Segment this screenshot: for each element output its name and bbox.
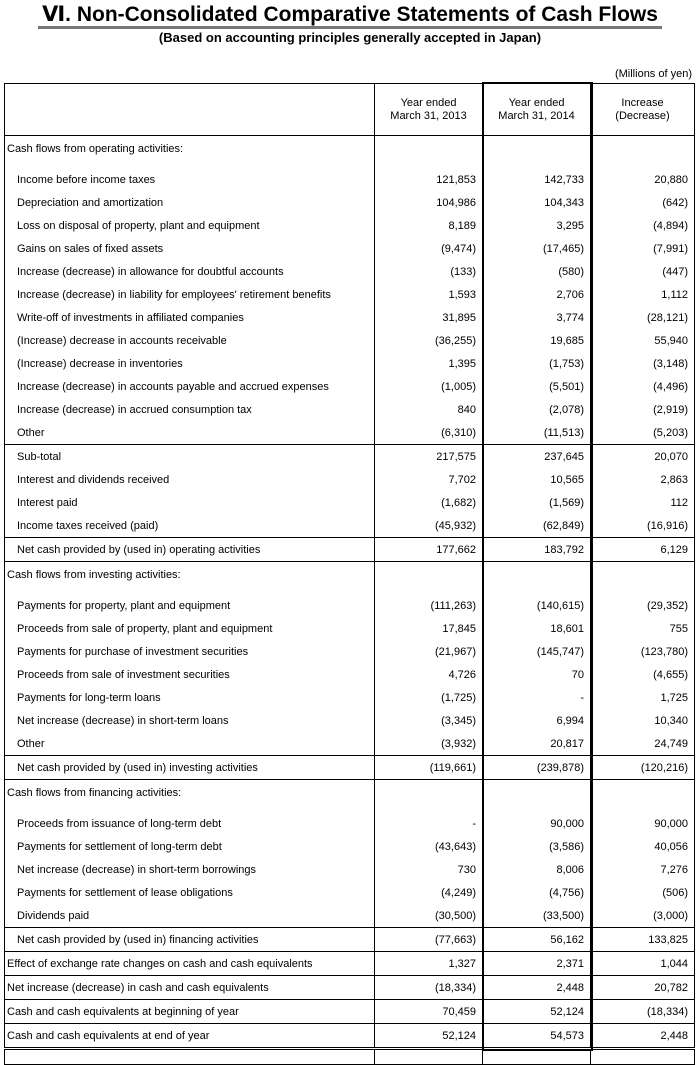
table-row xyxy=(5,858,695,881)
value-fy2013: (45,932) xyxy=(375,514,483,538)
value-fy2014: (11,513) xyxy=(483,421,591,445)
value-fy2014: 20,817 xyxy=(483,732,591,756)
table-row xyxy=(5,468,695,491)
row-label: Proceeds from sale of investment securities xyxy=(5,663,375,686)
value-fy2014: 6,994 xyxy=(483,709,591,732)
table-row xyxy=(5,538,695,562)
value-fy2014: (140,615) xyxy=(483,594,591,617)
row-label: Write-off of investments in affiliated companies xyxy=(5,306,375,329)
value-fy2013: 121,853 xyxy=(375,168,483,191)
row-label: Net cash provided by (used in) investing activities xyxy=(5,756,375,780)
units-label: (Millions of yen) xyxy=(614,68,692,80)
value-change: (642) xyxy=(591,191,695,214)
value-change: (123,780) xyxy=(591,640,695,663)
header-blank xyxy=(5,84,375,136)
value-fy2013: (133) xyxy=(375,260,483,283)
value-fy2014: 104,343 xyxy=(483,191,591,214)
row-label: Cash and cash equivalents at beginning of year xyxy=(5,1000,375,1024)
row-label: (Increase) decrease in accounts receivable xyxy=(5,329,375,352)
value-change: (4,496) xyxy=(591,375,695,398)
value-change: 133,825 xyxy=(591,928,695,952)
row-label: Income taxes received (paid) xyxy=(5,514,375,538)
table-row xyxy=(5,421,695,445)
row-label: Payments for property, plant and equipment xyxy=(5,594,375,617)
table-row xyxy=(5,306,695,329)
value-change: (7,991) xyxy=(591,237,695,260)
row-label: Increase (decrease) in liability for employees' retirement benefits xyxy=(5,283,375,306)
header-row xyxy=(5,84,695,136)
value-change: (16,916) xyxy=(591,514,695,538)
value-fy2014: 142,733 xyxy=(483,168,591,191)
table-row xyxy=(5,686,695,709)
table-row xyxy=(5,329,695,352)
value-fy2013: 17,845 xyxy=(375,617,483,640)
value-change: (29,352) xyxy=(591,594,695,617)
header-increase: Increase (Decrease) xyxy=(591,84,695,136)
value-fy2014: 8,006 xyxy=(483,858,591,881)
table-row xyxy=(5,640,695,663)
value-change: 40,056 xyxy=(591,835,695,858)
value-change: 90,000 xyxy=(591,812,695,835)
value-change: 55,940 xyxy=(591,329,695,352)
table-row xyxy=(5,617,695,640)
value-fy2013: (4,249) xyxy=(375,881,483,904)
row-label: Income before income taxes xyxy=(5,168,375,191)
table-row xyxy=(5,168,695,191)
value-fy2014: 19,685 xyxy=(483,329,591,352)
row-label: Payments for settlement of long-term debt xyxy=(5,835,375,858)
table-row xyxy=(5,928,695,952)
value-fy2013: 52,124 xyxy=(375,1024,483,1049)
value-fy2014: 18,601 xyxy=(483,617,591,640)
value-change: (120,216) xyxy=(591,756,695,780)
row-label: Net increase (decrease) in short-term borrowings xyxy=(5,858,375,881)
row-label: Depreciation and amortization xyxy=(5,191,375,214)
value-fy2014: 3,774 xyxy=(483,306,591,329)
table-row xyxy=(5,594,695,617)
value-change: 7,276 xyxy=(591,858,695,881)
value-fy2013: (21,967) xyxy=(375,640,483,663)
value-fy2013: (30,500) xyxy=(375,904,483,928)
value-fy2013: (43,643) xyxy=(375,835,483,858)
value-fy2013: (3,345) xyxy=(375,709,483,732)
row-label: Cash and cash equivalents at end of year xyxy=(5,1024,375,1049)
table-row xyxy=(5,491,695,514)
table-row xyxy=(5,283,695,306)
value-change: (4,894) xyxy=(591,214,695,237)
value-fy2013: (119,661) xyxy=(375,756,483,780)
table-row xyxy=(5,881,695,904)
value-change: (3,000) xyxy=(591,904,695,928)
value-fy2013: (111,263) xyxy=(375,594,483,617)
value-fy2013: (3,932) xyxy=(375,732,483,756)
section-header-investing xyxy=(5,562,695,589)
table-row xyxy=(5,904,695,928)
value-fy2013: 70,459 xyxy=(375,1000,483,1024)
value-fy2014: (5,501) xyxy=(483,375,591,398)
value-change: 10,340 xyxy=(591,709,695,732)
value-fy2013: 177,662 xyxy=(375,538,483,562)
table-row xyxy=(5,260,695,283)
value-fy2013: (1,725) xyxy=(375,686,483,709)
value-change: 112 xyxy=(591,491,695,514)
value-change: 2,863 xyxy=(591,468,695,491)
row-label: Loss on disposal of property, plant and equipment xyxy=(5,214,375,237)
value-fy2013: 31,895 xyxy=(375,306,483,329)
value-change: (447) xyxy=(591,260,695,283)
row-label: Gains on sales of fixed assets xyxy=(5,237,375,260)
value-fy2014: 54,573 xyxy=(483,1024,591,1049)
value-fy2014: (1,753) xyxy=(483,352,591,375)
value-fy2014: 3,295 xyxy=(483,214,591,237)
value-change: (5,203) xyxy=(591,421,695,445)
value-fy2013: 7,702 xyxy=(375,468,483,491)
row-label: Net increase (decrease) in cash and cash equivalents xyxy=(5,976,375,1000)
value-change: 1,044 xyxy=(591,952,695,976)
page-title: Ⅵ. Non-Consolidated Comparative Statements of Cash Flows xyxy=(0,2,700,27)
value-fy2014: 70 xyxy=(483,663,591,686)
row-label: Payments for settlement of lease obligations xyxy=(5,881,375,904)
value-change: 24,749 xyxy=(591,732,695,756)
value-change: (18,334) xyxy=(591,1000,695,1024)
table-row xyxy=(5,976,695,1000)
value-fy2014: (4,756) xyxy=(483,881,591,904)
row-label: (Increase) decrease in inventories xyxy=(5,352,375,375)
value-fy2013: 1,327 xyxy=(375,952,483,976)
value-fy2013: 217,575 xyxy=(375,445,483,469)
value-fy2013: 840 xyxy=(375,398,483,421)
row-label: Dividends paid xyxy=(5,904,375,928)
section-label: Cash flows from financing activities: xyxy=(5,780,375,807)
value-fy2013: (77,663) xyxy=(375,928,483,952)
value-fy2014: 2,448 xyxy=(483,976,591,1000)
row-label: Proceeds from issuance of long-term debt xyxy=(5,812,375,835)
value-fy2013: (1,682) xyxy=(375,491,483,514)
value-fy2014: 2,371 xyxy=(483,952,591,976)
value-fy2014: - xyxy=(483,686,591,709)
row-label: Increase (decrease) in accrued consumption tax xyxy=(5,398,375,421)
value-fy2014: 52,124 xyxy=(483,1000,591,1024)
section-header-operating xyxy=(5,136,695,163)
table-row xyxy=(5,445,695,469)
row-label: Effect of exchange rate changes on cash and cash equivalents xyxy=(5,952,375,976)
row-label: Proceeds from sale of property, plant and equipment xyxy=(5,617,375,640)
table-row xyxy=(5,191,695,214)
value-fy2013: 4,726 xyxy=(375,663,483,686)
row-label: Increase (decrease) in accounts payable and accrued expenses xyxy=(5,375,375,398)
table-row xyxy=(5,732,695,756)
value-fy2013: - xyxy=(375,812,483,835)
value-change: 1,112 xyxy=(591,283,695,306)
value-change: 2,448 xyxy=(591,1024,695,1049)
row-label: Other xyxy=(5,421,375,445)
value-change: (28,121) xyxy=(591,306,695,329)
row-label: Payments for long-term loans xyxy=(5,686,375,709)
value-fy2014: (145,747) xyxy=(483,640,591,663)
row-label: Net cash provided by (used in) operating activities xyxy=(5,538,375,562)
table-row xyxy=(5,214,695,237)
value-fy2014: (62,849) xyxy=(483,514,591,538)
table-row xyxy=(5,756,695,780)
value-fy2014: 183,792 xyxy=(483,538,591,562)
table-row xyxy=(5,398,695,421)
table-row xyxy=(5,835,695,858)
value-fy2013: (9,474) xyxy=(375,237,483,260)
value-fy2014: (3,586) xyxy=(483,835,591,858)
table-row xyxy=(5,1024,695,1049)
section-label: Cash flows from operating activities: xyxy=(5,136,375,163)
row-label: Net cash provided by (used in) financing activities xyxy=(5,928,375,952)
value-change: (4,655) xyxy=(591,663,695,686)
value-change: 20,782 xyxy=(591,976,695,1000)
row-label: Sub-total xyxy=(5,445,375,469)
table-row xyxy=(5,812,695,835)
value-fy2013: (1,005) xyxy=(375,375,483,398)
page-subtitle: (Based on accounting principles generally accepted in Japan) xyxy=(158,30,542,45)
row-label: Payments for purchase of investment securities xyxy=(5,640,375,663)
value-fy2014: 10,565 xyxy=(483,468,591,491)
table-row xyxy=(5,375,695,398)
value-fy2013: 8,189 xyxy=(375,214,483,237)
value-fy2013: (6,310) xyxy=(375,421,483,445)
value-fy2014: 56,162 xyxy=(483,928,591,952)
table-row xyxy=(5,1000,695,1024)
value-change: (3,148) xyxy=(591,352,695,375)
table-row xyxy=(5,352,695,375)
row-label: Interest and dividends received xyxy=(5,468,375,491)
value-change: (2,919) xyxy=(591,398,695,421)
row-label: Other xyxy=(5,732,375,756)
table-row xyxy=(5,952,695,976)
value-change: (506) xyxy=(591,881,695,904)
value-fy2014: (33,500) xyxy=(483,904,591,928)
value-fy2014: (580) xyxy=(483,260,591,283)
value-fy2013: 1,593 xyxy=(375,283,483,306)
value-change: 20,880 xyxy=(591,168,695,191)
value-fy2014: 90,000 xyxy=(483,812,591,835)
table-row xyxy=(5,709,695,732)
header-fy2014: Year ended March 31, 2014 xyxy=(483,84,591,136)
value-fy2014: (17,465) xyxy=(483,237,591,260)
section-header-financing xyxy=(5,780,695,807)
value-change: 20,070 xyxy=(591,445,695,469)
value-fy2014: 237,645 xyxy=(483,445,591,469)
section-label: Cash flows from investing activities: xyxy=(5,562,375,589)
row-label: Increase (decrease) in allowance for doubtful accounts xyxy=(5,260,375,283)
cash-flow-table xyxy=(4,83,695,1065)
value-fy2014: (2,078) xyxy=(483,398,591,421)
value-fy2014: (239,878) xyxy=(483,756,591,780)
value-fy2014: (1,569) xyxy=(483,491,591,514)
value-change: 6,129 xyxy=(591,538,695,562)
value-fy2013: (18,334) xyxy=(375,976,483,1000)
header-fy2013: Year ended March 31, 2013 xyxy=(375,84,483,136)
table-row xyxy=(5,663,695,686)
value-change: 1,725 xyxy=(591,686,695,709)
value-fy2013: 104,986 xyxy=(375,191,483,214)
value-fy2013: (36,255) xyxy=(375,329,483,352)
value-fy2013: 1,395 xyxy=(375,352,483,375)
row-label: Net increase (decrease) in short-term loans xyxy=(5,709,375,732)
row-label: Interest paid xyxy=(5,491,375,514)
value-change: 755 xyxy=(591,617,695,640)
value-fy2013: 730 xyxy=(375,858,483,881)
table-row xyxy=(5,514,695,538)
value-fy2014: 2,706 xyxy=(483,283,591,306)
table-row xyxy=(5,237,695,260)
